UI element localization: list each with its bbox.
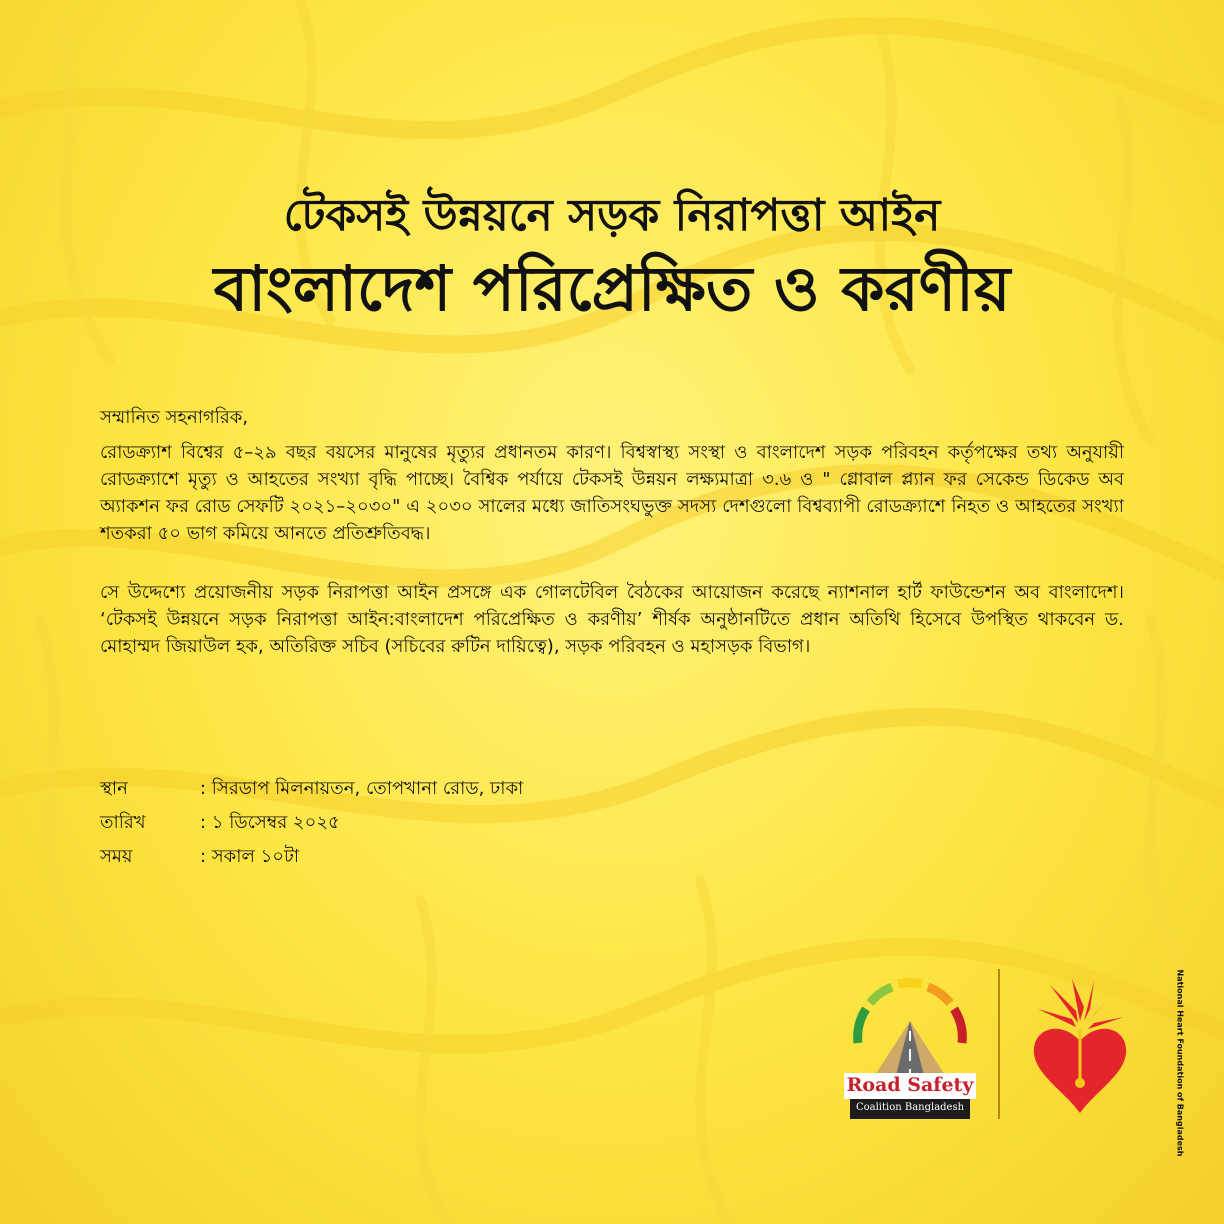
road-safety-subtitle: Coalition Bangladesh xyxy=(855,1102,965,1113)
detail-row-time xyxy=(100,840,523,874)
salutation: সম্মানিত সহনাগরিক, xyxy=(100,407,249,428)
detail-label: তারিখ xyxy=(100,811,146,833)
detail-value: : ১ ডিসেম্বর ২০২৫ xyxy=(200,811,340,833)
road-safety-wordmark: Road Safety xyxy=(846,1074,974,1096)
road-safety-coalition-logo xyxy=(840,965,980,1123)
event-title-line1: টেকসই উন্নয়নে সড়ক নিরাপত্তা আইন xyxy=(283,190,941,241)
event-title-line2: বাংলাদেশ পরিপ্রেক্ষিত ও করণীয় xyxy=(213,252,1011,325)
detail-row-venue xyxy=(100,772,523,806)
detail-value: : সকাল ১০টা xyxy=(200,845,300,867)
paragraph-1: রোডক্র্যাশ বিশ্বের ৫–২৯ বছর বয়সের মানুষের মৃত্যুর প্রধানতম কারণ। বিশ্বস্বাস্থ্য সংস্থা ও বাংলাদেশ সড়ক পরিবহন কর্তৃপক্ষের তথ্য অনুযায়ী রোডক্র্যাশে মৃত্যু ও আহতের সংখ্যা বৃদ্ধি পাচ্ছে। বৈশ্বিক পর্যায়ে টেকসই উন্নয়ন লক্ষ্যমাত্রা ৩.৬ ও " গ্লোবাল প্ল্যান ফর সেকেন্ড ডিকেড অব অ্যাকশন ফর রোড সেফটি ২০২১–২০৩০" এ ২০৩০ সালের মধ্যে জাতিসংঘভুক্ত সদস্য দেশগুলো বিশ্বব্যাপী রোডক্র্যাশে নিহত ও আহতের সংখ্যা শতকরা ৫০ ভাগ কমিয়ে আনতে প্রতিশ্রুতিবদ্ধ। xyxy=(100,442,1124,544)
nhf-name-text: National Heart Foundation of Bangladesh xyxy=(1175,969,1185,1157)
detail-row-date xyxy=(100,806,523,840)
detail-label: সময় xyxy=(100,845,133,867)
invitation-body xyxy=(100,404,1124,692)
event-details xyxy=(100,772,523,874)
detail-label: স্থান xyxy=(100,777,128,799)
logo-divider xyxy=(998,969,1000,1119)
detail-value: : সিরডাপ মিলনায়তন, তোপখানা রোড, ঢাকা xyxy=(200,777,524,799)
national-heart-foundation-logo xyxy=(1020,971,1160,1121)
paragraph-2: সে উদ্দেশ্যে প্রয়োজনীয় সড়ক নিরাপত্তা আইন প্রসঙ্গে এক গোলটেবিল বৈঠকের আয়োজন করেছে ন্যাশনাল হার্ট ফাউন্ডেশন অব বাংলাদেশ। ‘টেকসই উন্নয়নে সড়ক নিরাপত্তা আইন:বাংলাদেশ পরিপ্রেক্ষিত ও করণীয়’ শীর্ষক অনুষ্ঠানটিতে প্রধান অতিথি হিসেবে উপস্থিত থাকবেন ড. মোহাম্মদ জিয়াউল হক, অতিরিক্ত সচিব (সচিবের রুটিন দায়িত্বে), সড়ক পরিবহন ও মহাসড়ক বিভাগ। xyxy=(100,582,1124,657)
sponsor-logos xyxy=(840,965,1185,1157)
